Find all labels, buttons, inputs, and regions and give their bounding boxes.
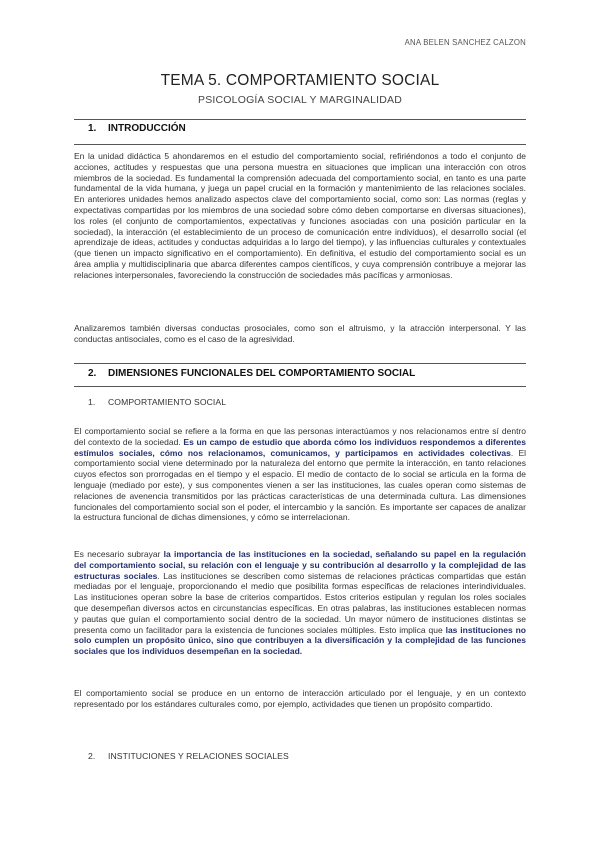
- section2-paragraph-3: El comportamiento social se produce en un entorno de interacción articulado por el lenguaje, y en un contexto representado por los estándares culturales como, por ejemplo, actividades que tienen un propósito compartido.: [74, 688, 526, 709]
- p1-highlight: Es un campo de estudio que aborda cómo los individuos respondemos a diferentes estímulos sociales, cómo nos relacionamos, comunicamos, y participamos en actividades colectivas: [74, 436, 526, 458]
- section1-paragraph-1: En la unidad didáctica 5 ahondaremos en el estudio del comportamiento social, refiriéndonos a todo el conjunto de acciones, actitudes y respuestas que una persona muestra en situaciones que implican una interacción con otros miembros de la sociedad. Es fundamental la comprensión adecuada del comportamiento social, en tanto es una parte fundamental de la vida humana, y juega un papel crucial en la formación y mantenimiento de las relaciones sociales. En anteriores unidades hemos analizado aspectos clave del comportamiento social, como son: Las normas (reglas y expectativas compartidas por los miembros de una sociedad sobre cómo deben comportarse en diversas situaciones), los roles (el conjunto de comportamientos, expectativas y funciones asociadas con una posición particular en la sociedad), la interacción (el establecimiento de un proceso de comunicación entre individuos), el desarrollo social (el aprendizaje de ideas, actitudes y conductas adquiridas a lo largo del tiempo), y las influencias culturales y contextuales (que tienen un impacto significativo en el comportamiento). En definitiva, el estudio del comportamiento social es un área amplia y multidisciplinaria que abarca diferentes campos científicos, y cuya comprensión contribuye a mejorar las relaciones interpersonales, favoreciendo la construcción de sociedades más pacíficas y armoniosas.: [74, 151, 526, 280]
- section1-title: INTRODUCCIÓN: [108, 123, 186, 134]
- section1-top-rule: [74, 119, 526, 120]
- p2-highlight-1: la importancia de las instituciones en la sociedad, señalando su papel en la regulación del comportamiento social, su relación con el lenguaje y su contribución al desarrollo y la complejidad de las estructuras sociales: [74, 549, 526, 581]
- subsection-2-number: 2.: [88, 751, 96, 761]
- section1-bottom-rule: [74, 144, 526, 145]
- page-subtitle: PSICOLOGÍA SOCIAL Y MARGINALIDAD: [197, 94, 403, 106]
- section2-paragraph-2: [74, 549, 526, 657]
- section1-heading: [88, 123, 186, 134]
- page-title: TEMA 5. COMPORTAMIENTO SOCIAL: [160, 72, 440, 89]
- section2-paragraph-1: [74, 426, 526, 523]
- p1-text-a: El comportamiento social se refiere a la forma en que las personas interactúamos y nos relacionamos entre sí dentro del contexto de la sociedad.: [74, 426, 526, 447]
- subsection-1-heading: [88, 397, 226, 407]
- section1-paragraph-2: Analizaremos también diversas conductas prosociales, como son el altruismo, y la atracción interpersonal. Y las conductas antisociales, como es el caso de la agresividad.: [74, 323, 526, 344]
- subsection-2-title: INSTITUCIONES Y RELACIONES SOCIALES: [108, 751, 289, 761]
- p2-highlight-2: las instituciones no solo cumplen un propósito único, sino que contribuyen a la diversificación y la complejidad de las funciones sociales que los individuos desempeñan en la sociedad.: [74, 624, 526, 657]
- section2-heading: [88, 368, 415, 379]
- subsection-1-number: 1.: [88, 397, 96, 407]
- section2-bottom-rule: [74, 386, 526, 387]
- p1-text-c: . El comportamiento social viene determinado por la naturaleza del entorno que permite la interacción, en tanto relaciones cuyos efectos son prorrogadas en el tiempo y el espacio. El medio de contacto de lo social se articula en la forma de lenguaje (mediado por este), y sus componentes vienen a ser las instituciones, las cuales operan como sistemas de relaciones de avenencia transmitidos por las prácticas características de una determinada cultura. Las dimensiones funcionales del comportamiento social son el poder, el intercambio y la sanción. Es importante ser capaces de analizar la estructura funcional de dichas dimensiones, y cómo se interrelacionan.: [74, 447, 526, 523]
- p2-text-a: Es necesario subrayar: [74, 549, 164, 559]
- section1-number: 1.: [88, 123, 97, 134]
- subsection-1-title: COMPORTAMIENTO SOCIAL: [108, 397, 227, 407]
- author-header: ANA BELEN SANCHEZ CALZON: [404, 38, 526, 47]
- section2-number: 2.: [88, 368, 97, 379]
- section2-title: DIMENSIONES FUNCIONALES DEL COMPORTAMIENTO SOCIAL: [108, 368, 416, 379]
- p2-text-c: . Las instituciones se describen como sistemas de relaciones prácticas compartidas que están mediadas por el lenguaje, proporcionando el medio que posibilita formas específicas de relaciones interindividuales. Las instituciones operan sobre la base de criterios compartidos. Estos criterios estipulan y regulan los roles sociales que desempeñan diversos actos en circunstancias específicas. En otras palabras, las instituciones establecen normas y pautas que guían el comportamiento social dentro de la sociedad. Un mayor número de instituciones distintas se presenta como un facilitador para la existencia de funciones sociales múltiples. Esto implica que: [74, 570, 526, 635]
- subsection-2-heading: [88, 751, 289, 761]
- section2-top-rule: [74, 363, 526, 364]
